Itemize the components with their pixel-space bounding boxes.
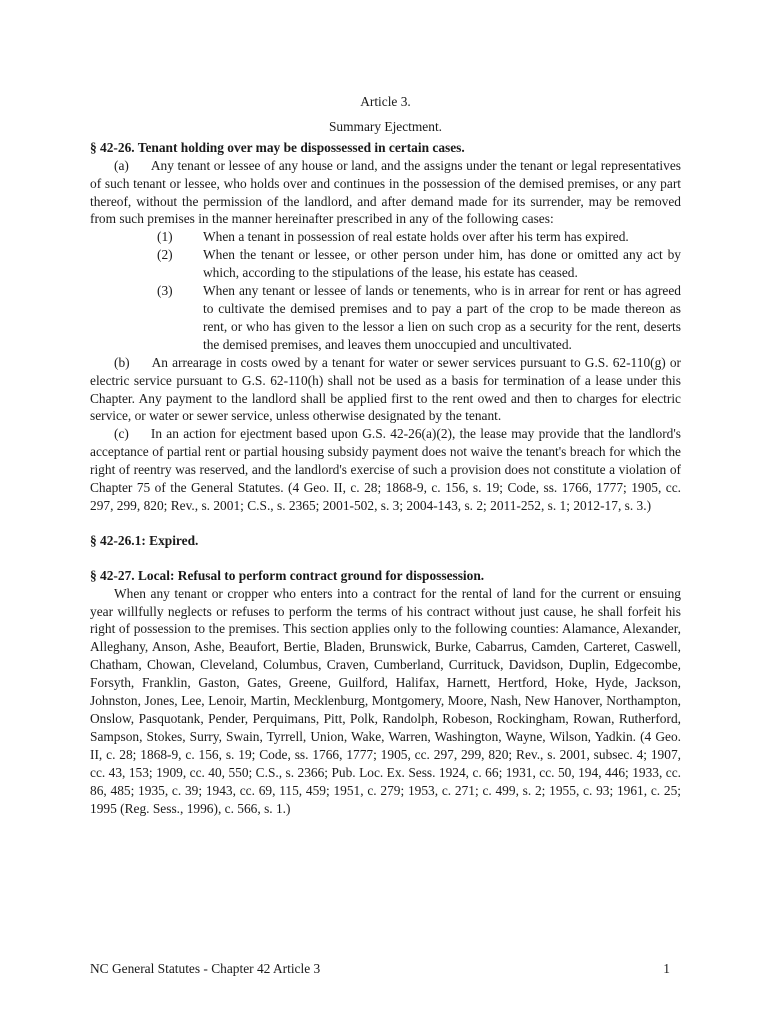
subsection-b-label: (b) bbox=[114, 354, 130, 370]
subsection-a-label: (a) bbox=[114, 157, 129, 173]
section-heading-42-26-1: § 42-26.1: Expired. bbox=[90, 532, 199, 548]
section-heading-42-26: § 42-26. Tenant holding over may be dispossessed in certain cases. bbox=[90, 139, 465, 155]
list-item-text: When the tenant or lessee, or other person under him, has done or omitted any act by which, according to the stipulations of the lease, his estate has ceased. bbox=[203, 247, 681, 281]
page-footer bbox=[90, 960, 670, 978]
subsection-b bbox=[90, 354, 681, 426]
list-item-text: When any tenant or lessee of lands or tenements, who is in arrear for rent or has agreed to cultivate the demised premises and to pay a part of the crop to be made thereon as rent, or who has given to the lessor a lien on such crop as a security for the rent, deserts the demised premises, and leaves them unoccupied and uncultivated. bbox=[203, 283, 681, 352]
footer-title: NC General Statutes - Chapter 42 Article 3 bbox=[90, 961, 321, 976]
section-42-27-text: When any tenant or cropper who enters into a contract for the rental of land for the current or ensuing year willfully neglects or refuses to perform the terms of his contract without just cause, he shall forfeit his right of possession to the premises. This section applies only to the following counties: Alamance, Alexander, Alleghany, Anson, Ashe, Beaufort, Bertie, Bladen, Brunswick, Burke, Cabarrus, Camden, Carteret, Caswell, Chatham, Chowan, Cleveland, Columbus, Craven, Cumberland, Currituck, Davidson, Duplin, Edgecombe, Forsyth, Franklin, Gaston, Gates, Greene, Guilford, Halifax, Harnett, Hertford, Hoke, Hyde, Jackson, Johnston, Jones, Lee, Lenoir, Martin, Mecklenburg, Montgomery, Moore, Nash, New Hanover, Northampton, Onslow, Pasquotank, Pender, Perquimans, Pitt, Polk, Randolph, Robeson, Rockingham, Rowan, Rutherford, Sampson, Stokes, Surry, Swain, Tyrrell, Union, Wake, Warren, Washington, Wayne, Wilson, Yadkin. (4 Geo. II, c. 28; 1868-9, c. 156, s. 19; Code, ss. 1766, 1777; 1905, cc. 297, 299, 820; Rev., s. 2001, subsec. 4; 1907, cc. 43, 153; 1909, cc. 40, 550; C.S., s. 2366; Pub. Loc. Ex. Sess. 1924, c. 66; 1931, cc. 50, 194, 446; 1933, cc. 86, 485; 1935, c. 39; 1943, cc. 69, 115, 459; 1951, c. 279; 1953, c. 271; c. 499, s. 2; 1955, c. 93; 1961, c. 25; 1995 (Reg. Sess., 1996), c. 566, s. 1.) bbox=[90, 585, 681, 816]
article-subtitle: Summary Ejectment. bbox=[328, 118, 443, 134]
list-item-number: (3) bbox=[157, 283, 173, 299]
list-item-text: When a tenant in possession of real estate holds over after his term has expired. bbox=[203, 229, 629, 245]
list-item bbox=[90, 228, 681, 246]
article-title: Article 3. bbox=[360, 94, 411, 109]
list-item bbox=[90, 282, 681, 354]
list-item bbox=[90, 246, 681, 282]
document-page bbox=[90, 93, 681, 817]
subsection-c-label: (c) bbox=[114, 426, 129, 442]
subsection-a bbox=[90, 157, 681, 229]
subsection-a-text: Any tenant or lessee of any house or land, and the assigns under the tenant or legal representatives of such tenant or lessee, who holds over and continues in the possession of the demised premises, or any part thereof, without the permission of the landlord, and after demand made for its surrender, may be removed from such premises in the manner hereinafter prescribed in any of the following cases: bbox=[90, 157, 681, 227]
subsection-c-text: In an action for ejectment based upon G.S. 42-26(a)(2), the lease may provide that the landlord's acceptance of partial rent or partial housing subsidy payment does not waive the tenant's breach for which the right of reentry was reserved, and the landlord's exercise of such a provision does not constitute a violation of Chapter 75 of the General Statutes. (4 Geo. II, c. 28; 1868-9, c. 156, s. 19; Code, ss. 1766, 1777; 1905, cc. 297, 299, 820; Rev., s. 2001; C.S., s. 2365; 2001-502, s. 3; 2004-143, s. 2; 2011-252, s. 1; 2012-17, s. 3.) bbox=[90, 426, 681, 513]
page-number: 1 bbox=[663, 961, 670, 976]
section-heading-42-27: § 42-27. Local: Refusal to perform contract ground for dispossession. bbox=[90, 567, 485, 583]
list-item-number: (1) bbox=[157, 229, 173, 245]
subsection-b-text: An arrearage in costs owed by a tenant for water or sewer services pursuant to G.S. 62-110(g) or electric service pursuant to G.S. 62-110(h) shall not be used as a basis for termination of a lease under this Chapter. Any payment to the landlord shall be applied first to the rent owed and then to charges for electric service, or water or sewer service, unless otherwise designated by the tenant. bbox=[90, 354, 681, 424]
list-item-number: (2) bbox=[157, 247, 173, 263]
subsection-c bbox=[90, 425, 681, 515]
